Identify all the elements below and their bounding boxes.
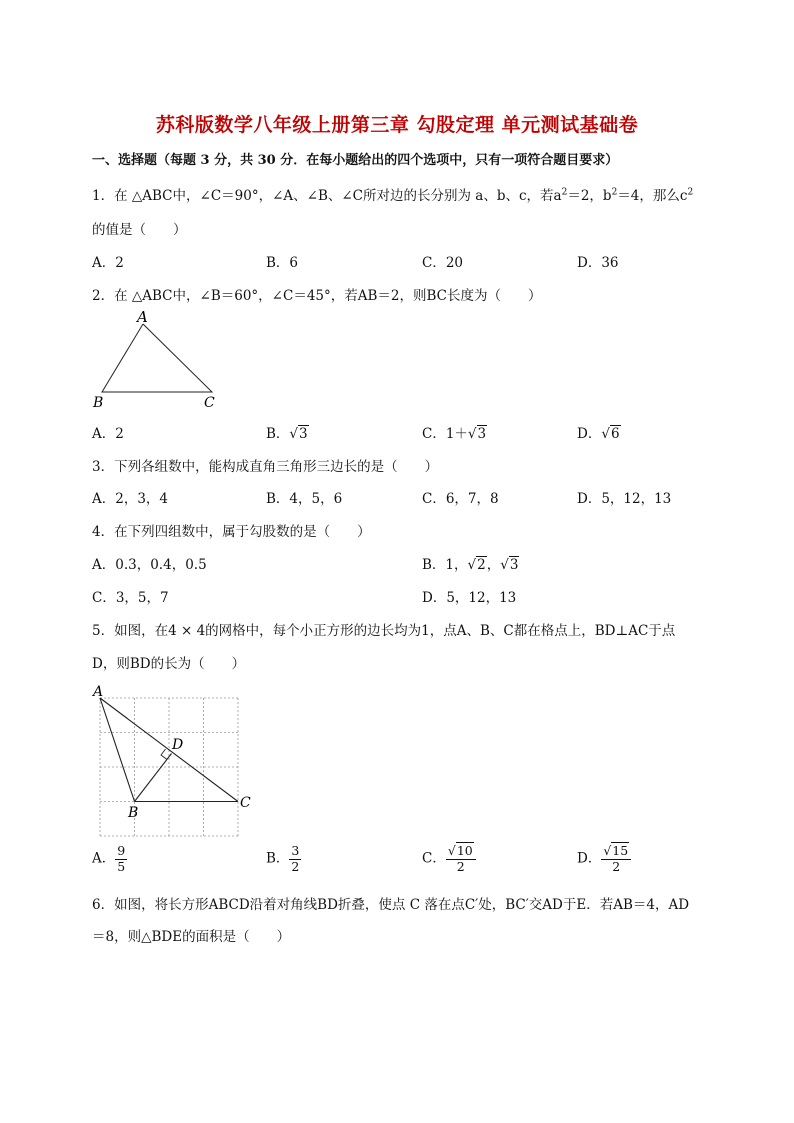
section-heading: 一、选择题（每题 3 分，共 30 分．在每小题给出的四个选项中，只有一项符合题目要求） <box>92 153 619 168</box>
q2-option-b[interactable] <box>266 422 309 442</box>
q1-text-c: ＝4，那么c <box>617 188 688 204</box>
q2-option-b-prefix: B． <box>266 426 290 442</box>
q2-option-c-prefix: C．1＋ <box>422 426 468 442</box>
q2-option-d-radicand: 6 <box>610 426 620 442</box>
fraction-denominator: 2 <box>456 858 465 874</box>
q1-option-d[interactable]: D．36 <box>577 255 619 271</box>
q1-option-a[interactable]: A．2 <box>92 255 124 271</box>
question-5-line-2: D，则BD的长为（ ） <box>92 656 246 672</box>
q5-option-c[interactable] <box>422 845 476 873</box>
sqrt-symbol: √ <box>447 843 456 858</box>
q1-text-a: 1．在 △ABC中，∠C＝90°，∠A、∠B、∠C所对边的长分别为 a、b、c，若a <box>92 188 562 204</box>
q4-option-d[interactable]: D．5，12，13 <box>422 590 517 606</box>
q2-option-d[interactable] <box>577 422 621 442</box>
q2-option-c[interactable] <box>422 422 487 442</box>
q2-label-b: B <box>93 395 104 411</box>
q5-label-d: D <box>172 737 184 753</box>
q4-option-c[interactable]: C．3，5，7 <box>92 590 169 606</box>
q3-option-b[interactable]: B．4，5，6 <box>266 491 343 507</box>
sqrt-symbol: √ <box>601 426 610 442</box>
fraction-denominator: 2 <box>291 858 300 874</box>
q5-label-a: A <box>93 684 104 700</box>
q1-text-b: ＝2，b <box>567 188 612 204</box>
q5-option-b-fraction <box>289 845 301 873</box>
q2-option-d-prefix: D． <box>577 426 602 442</box>
q4-option-b-radicand-2: 3 <box>509 557 519 573</box>
fraction-numerator: 3 <box>291 843 300 858</box>
q2-option-b-radicand: 3 <box>299 426 308 442</box>
fraction-denominator: 5 <box>117 858 126 874</box>
q5-option-d-radicand: 15 <box>612 843 629 858</box>
sqrt-symbol: √ <box>603 843 612 858</box>
q4-option-b-sep: ， <box>486 557 501 573</box>
q4-option-b-prefix: B．1， <box>422 557 468 573</box>
q3-option-c[interactable]: C．6，7，8 <box>422 491 499 507</box>
q5-option-d-fraction <box>601 845 631 873</box>
q2-option-c-radicand: 3 <box>477 426 487 442</box>
question-1-line-1 <box>92 184 693 204</box>
q3-option-d[interactable]: D．5，12，13 <box>577 491 672 507</box>
q1-exp-a: 2 <box>561 187 568 198</box>
q5-option-b-prefix: B． <box>266 850 290 867</box>
question-5-line-1: 5．如图，在4 × 4的网格中，每个小正方形的边长均为1，点A、B、C都在格点上，BD⊥AC于点 <box>92 623 676 639</box>
sqrt-symbol: √ <box>289 426 299 442</box>
q4-option-b-radicand-1: 2 <box>477 557 486 573</box>
question-3-text: 3．下列各组数中，能构成直角三角形三边长的是（ ） <box>92 459 439 475</box>
q2-option-a[interactable]: A．2 <box>92 426 124 442</box>
sqrt-symbol: √ <box>500 557 509 573</box>
page-title: 苏科版数学八年级上册第三章 勾股定理 单元测试基础卷 <box>155 114 639 136</box>
q5-triangle <box>100 698 238 802</box>
q4-option-b[interactable] <box>422 553 519 573</box>
q5-label-b: B <box>128 805 139 821</box>
q4-option-a[interactable]: A．0.3，0.4，0.5 <box>92 557 207 573</box>
question-4-text: 4．在下列四组数中，属于勾股数的是（ ） <box>92 524 371 540</box>
question-6-line-2: ＝8，则△BDE的面积是（ ） <box>92 929 291 945</box>
q5-option-c-fraction <box>446 845 476 873</box>
q5-grid <box>100 698 238 836</box>
question-6-line-1: 6．如图，将长方形ABCD沿着对角线BD折叠，使点 C 落在点C′处，BC′交AD于E．若AB＝4，AD <box>92 897 690 913</box>
fraction-numerator <box>446 845 476 860</box>
q1-option-b[interactable]: B．6 <box>266 255 299 271</box>
q5-option-c-prefix: C． <box>422 850 446 867</box>
q5-label-c: C <box>240 795 251 811</box>
q1-exp-c: 2 <box>687 187 694 198</box>
q2-triangle <box>102 324 212 392</box>
q5-option-b[interactable] <box>266 845 301 873</box>
q3-option-a[interactable]: A．2，3，4 <box>92 491 169 507</box>
q2-label-c: C <box>204 395 215 411</box>
question-2-text: 2．在 △ABC中，∠B＝60°，∠C＝45°，若AB＝2，则BC长度为（ ） <box>92 288 542 304</box>
q5-option-c-radicand: 10 <box>456 843 473 858</box>
sqrt-symbol: √ <box>467 557 477 573</box>
q5-option-a-fraction <box>115 845 127 873</box>
q5-option-a[interactable] <box>92 845 127 873</box>
fraction-numerator: 9 <box>117 843 126 858</box>
q1-option-c[interactable]: C．20 <box>422 255 464 271</box>
q5-option-d[interactable] <box>577 845 631 873</box>
q5-option-d-prefix: D． <box>577 850 602 867</box>
fraction-numerator <box>601 845 631 860</box>
q5-option-a-prefix: A． <box>92 850 116 867</box>
q2-label-a: A <box>137 308 148 326</box>
q1-exp-b: 2 <box>611 187 618 198</box>
question-1-line-2: 的值是（ ） <box>92 222 187 238</box>
q5-grid-figure <box>88 680 258 840</box>
q2-triangle-figure <box>90 308 225 412</box>
fraction-denominator: 2 <box>612 858 621 874</box>
sqrt-symbol: √ <box>467 426 477 442</box>
